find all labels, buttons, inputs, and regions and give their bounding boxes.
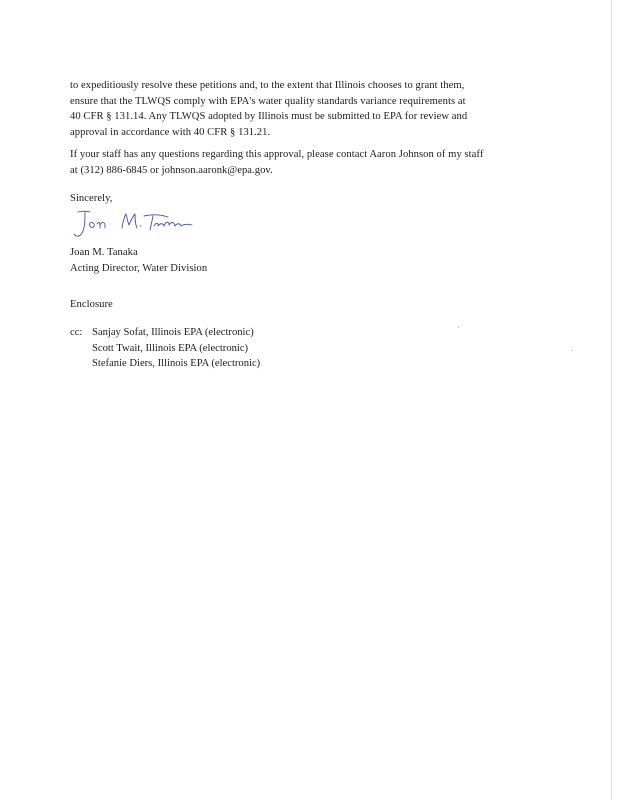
paragraph-line: 40 CFR § 131.14. Any TLWQS adopted by Illinois must be submitted to EPA for review and <box>70 111 468 122</box>
paragraph-line: approval in accordance with 40 CFR § 131.21. <box>70 126 271 138</box>
closing: Sincerely, <box>70 193 113 204</box>
paragraph-contact <box>70 147 560 178</box>
handwritten-signature <box>68 206 218 242</box>
paragraph-line: ensure that the TLWQS comply with EPA's water quality standards variance requirements at <box>70 95 466 107</box>
signature-block <box>70 245 560 276</box>
paragraph-line: to expeditiously resolve these petitions and, to the extent that Illinois chooses to grant them, <box>70 80 465 91</box>
paragraph-line: If your staff has any questions regarding this approval, please contact Aaron Johnson of my staff <box>70 149 484 160</box>
signer-name: Joan M. Tanaka <box>70 247 138 258</box>
cc-label: cc: <box>70 327 83 338</box>
cc-list <box>92 325 260 372</box>
cc-recipient: Stefanie Diers, Illinois EPA (electronic) <box>92 358 261 369</box>
signer-title: Acting Director, Water Division <box>70 262 208 274</box>
scan-speck <box>458 327 459 328</box>
signature-graphic <box>68 206 218 242</box>
scan-speck <box>572 350 573 351</box>
scan-edge <box>611 0 612 800</box>
cc-recipient: Scott Twait, Illinois EPA (electronic) <box>92 342 249 354</box>
enclosure-note: Enclosure <box>70 299 113 310</box>
paragraph-petitions <box>70 78 560 140</box>
paragraph-line: at (312) 886-6845 or johnson.aaronk@epa.gov. <box>70 164 273 176</box>
cc-recipient: Sanjay Sofat, Illinois EPA (electronic) <box>92 327 254 338</box>
